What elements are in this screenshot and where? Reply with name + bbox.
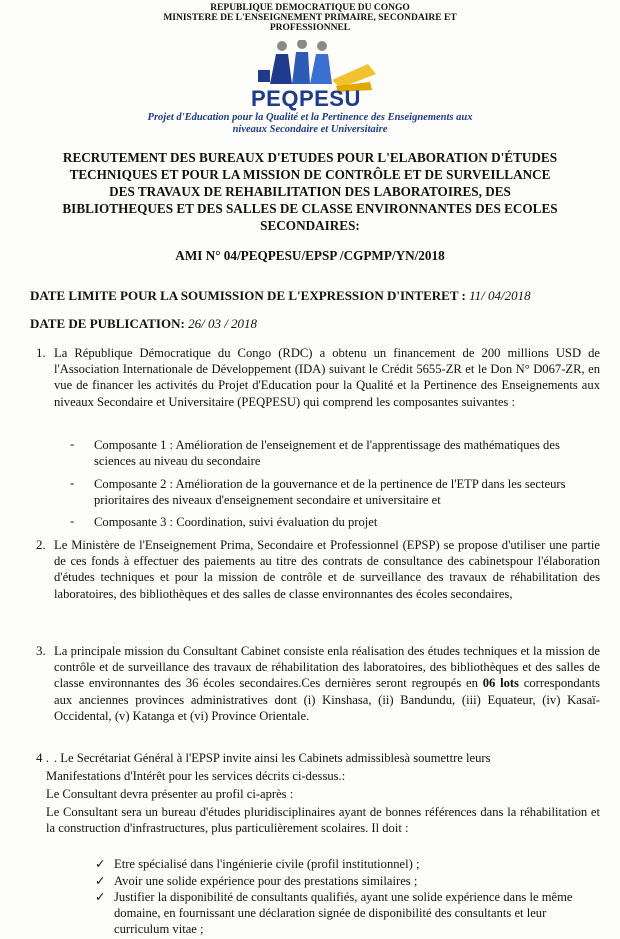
header-republic: REPUBLIQUE DEMOCRATIQUE DU CONGO [210, 3, 410, 13]
publication-label: DATE DE PUBLICATION: [30, 316, 185, 331]
brand-tagline [120, 112, 500, 136]
section-number: 1. [36, 345, 46, 360]
lots-count: 06 lots [482, 676, 519, 691]
title-line: SECONDAIRES: [260, 218, 360, 233]
dash-bullet: - [70, 437, 75, 451]
component-1: Composante 1 : Amélioration de l'enseignement et de l'apprentissage des mathématiques des sciences au niveau du secondaire [94, 438, 560, 468]
tagline-line-2: niveaux Secondaire et Universitaire [232, 124, 388, 135]
component-2: Composante 2 : Amélioration de la gouvernance et de la pertinence de l'ETP dans les secteurs prioritaires des niveaux d'enseignement secondaire et universitaire et [94, 477, 566, 507]
section-4-line-4: Le Consultant sera un bureau d'études pluridisciplinaires ayant de bonnes références dans la réhabilitation et la construction d'infrastructures, plus particulièrement scolaires. Il doit : [46, 805, 600, 836]
section-3-text-c: correspondants aux anciennes provinces administratives dont (i) Kinshasa, (ii) Bandundu, (iii) Equateur, (iv) Kasaï-Occidental, (v) Katanga et (vi) Province Orientale. [54, 676, 600, 723]
ami-reference: AMI N° 04/PEQPESU/EPSP /CGPMP/YN/2018 [175, 248, 445, 263]
section-4-line-3: Le Consultant devra présenter au profil ci-après : [46, 787, 294, 801]
section-2-text: Le Ministère de l'Enseignement Prima, Secondaire et Professionnel (EPSP) se propose d'utiliser une partie de ces fonds à effectuer des paiements au titre des contrats de consultance des cabinetspour l'élaboration d'études techniques et pour la mission de contrôle et de surveillance des travaux de réhabilitation des laboratoires, des bibliothèques et des salles de classe environnantes des écoles secondaires, [54, 538, 600, 601]
brand-name: PEQPESU [251, 86, 361, 111]
deadline-line [30, 288, 531, 304]
title-line: RECRUTEMENT DES BUREAUX D'ETUDES POUR L'ELABORATION D'ÉTUDES [62, 150, 558, 165]
section-number: 3. [36, 643, 46, 658]
header-ministry: MINISTERE DE L'ENSEIGNEMENT PRIMAIRE, SECONDAIRE ET [163, 13, 457, 23]
publication-value: 26/ 03 / 2018 [188, 316, 258, 331]
dash-bullet: - [70, 514, 75, 528]
check-icon: ✓ [95, 874, 106, 888]
header-ministry-cont: PROFESSIONNEL [269, 23, 351, 33]
check-icon: ✓ [95, 890, 106, 904]
title-line: TECHNIQUES ET POUR LA MISSION DE CONTRÔLE ET DE SURVEILLANCE [69, 167, 551, 182]
publication-line [30, 316, 257, 332]
deadline-label: DATE LIMITE POUR LA SOUMISSION DE L'EXPRESSION D'INTERET : [30, 288, 466, 303]
section-4-line-2: Manifestations d'Intérêt pour les services décrits ci-dessus.: [46, 769, 346, 783]
section-3-text-a: La principale mission du Consultant Cabinet consiste enla réalisation des études techniques et la mission de contrôle et de surveillance des travaux de réhabilitation des laboratoires, des bibliothèques et des salles de classe environnantes des 36 écoles secondaires.Ces dernières seront regroupés en [54, 644, 600, 691]
requirement-1: Etre spécialisé dans l'ingénierie civile (profil institutionnel) ; [114, 857, 420, 871]
component-3: Composante 3 : Coordination, suivi évaluation du projet [94, 515, 378, 529]
section-number: 2. [36, 537, 46, 552]
section-number: 4 . [36, 750, 49, 765]
document-title [18, 149, 602, 234]
section-1-text: La République Démocratique du Congo (RDC) a obtenu un financement de 200 millions USD de l'Association Internationale de Développement (IDA) suivant le Crédit 5655-ZR et le Don N° D067-ZR, en vue de financer les activités du Projet d'Education pour la Qualité et la Pertinence des Enseignements aux niveaux Secondaire et Universitaire (PEQPESU) qui comprend les composantes suivantes : [54, 346, 600, 409]
tagline-line-1: Projet d'Education pour la Qualité et la Pertinence des Enseignements aux [147, 112, 473, 123]
requirement-2: Avoir une solide expérience pour des prestations similaires ; [114, 874, 418, 888]
dash-bullet: - [70, 476, 75, 490]
section-4-line-1: . Le Secrétariat Général à l'EPSP invite ainsi les Cabinets admissiblesà soumettre leurs [54, 751, 491, 765]
deadline-value: 11/ 04/2018 [469, 288, 531, 303]
title-line: DES TRAVAUX DE REHABILITATION DES LABORATOIRES, DES [109, 184, 511, 199]
title-line: BIBLIOTHEQUES ET DES SALLES DE CLASSE ENVIRONNANTES DES ECOLES [62, 201, 558, 216]
requirement-3: Justifier la disponibilité de consultants qualifiés, ayant une solide expérience dans le même domaine, en fournissant une déclaration signée de disponibilité des consultants et leur curriculum vitae ; [114, 890, 573, 936]
section-3-text [54, 643, 600, 724]
check-icon: ✓ [95, 857, 106, 871]
